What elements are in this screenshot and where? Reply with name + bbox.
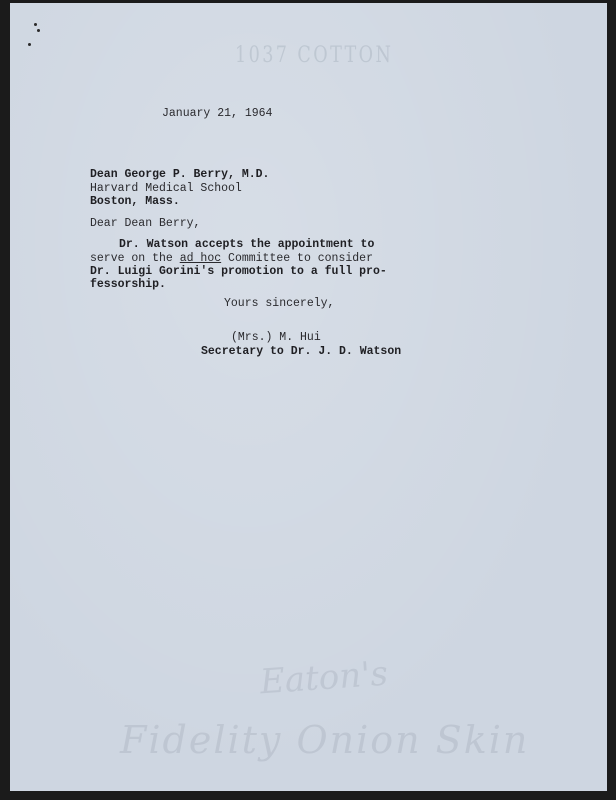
salutation: Dear Dean Berry, [90,217,201,230]
recipient-name: Dean George P. Berry, M.D. [90,168,270,181]
watermark-tagline: Fidelity Onion Skin [120,718,530,762]
body-line-2-end: Committee to consider [221,252,373,265]
punch-marks [24,23,44,53]
body-line-2 [90,253,373,265]
signature-title: Secretary to Dr. J. D. Watson [201,345,402,358]
letter-page [10,3,607,791]
recipient-institution: Harvard Medical School [90,182,242,195]
ad-hoc-underlined: ad hoc [179,252,222,265]
body-line-2-start: serve on the [90,252,180,265]
signature-name: (Mrs.) M. Hui [231,331,321,344]
recipient-city: Boston, Mass. [90,195,180,208]
body-line-1: Dr. Watson accepts the appointment to [119,238,375,251]
watermark-cotton: 1037 COTTON [235,43,394,68]
body-line-3: Dr. Luigi Gorini's promotion to a full pro- [90,265,387,278]
closing: Yours sincerely, [224,297,335,310]
body-line-4: fessorship. [90,278,166,291]
letter-date: January 21, 1964 [162,107,273,120]
watermark-brand: Eaton's [258,653,390,703]
